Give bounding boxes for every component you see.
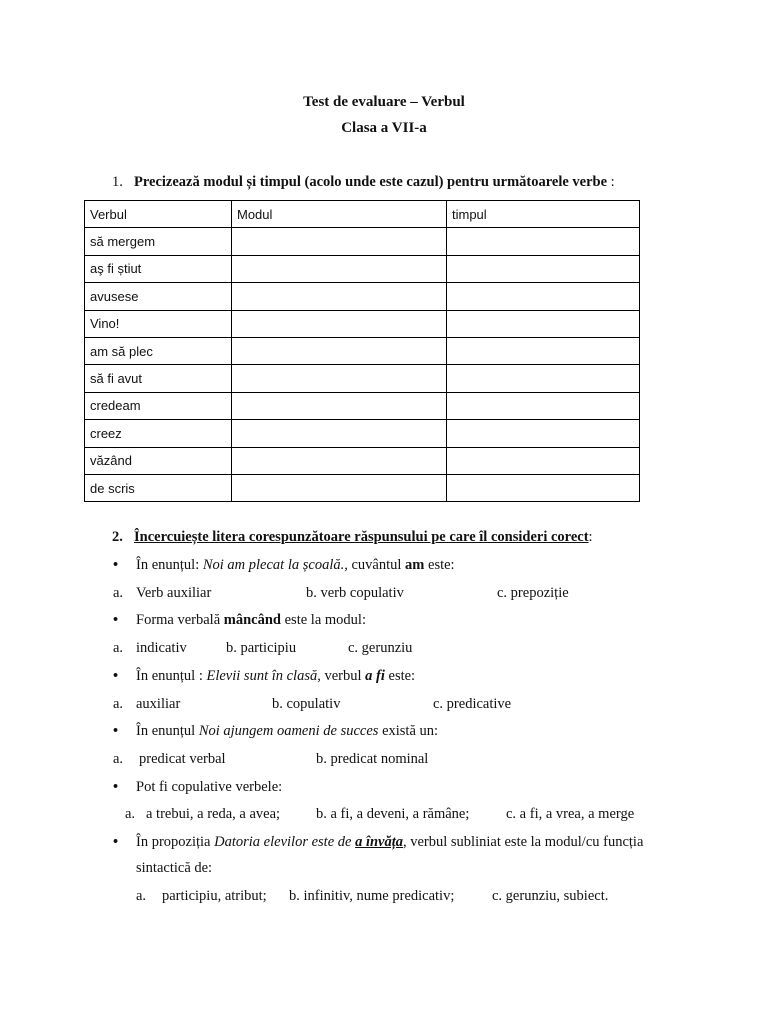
question-2-colon: :	[588, 529, 593, 545]
item-3-option-b[interactable]: b. copulativ	[272, 696, 341, 712]
item-5-option-c[interactable]: c. a fi, a vrea, a merge	[506, 806, 635, 822]
item-2-option-c[interactable]: c. gerunziu	[348, 640, 413, 656]
modul-cell[interactable]	[232, 365, 447, 392]
modul-cell[interactable]	[232, 474, 447, 501]
table-row	[85, 447, 640, 474]
table-row	[85, 283, 640, 310]
table-row	[85, 255, 640, 282]
table-row	[85, 365, 640, 392]
question-2	[112, 529, 593, 546]
table-row	[85, 337, 640, 364]
item-4-option-b[interactable]: b. predicat nominal	[316, 751, 429, 767]
verb-cell: avusese	[85, 283, 232, 310]
verb-cell: să mergem	[85, 228, 232, 255]
item-2-prompt: Forma verbală mâncând este la modul:	[136, 612, 366, 628]
verb-cell: văzând	[85, 447, 232, 474]
question-1-number: 1.	[112, 174, 123, 190]
verb-cell: de scris	[85, 474, 232, 501]
bullet-icon: •	[113, 612, 119, 628]
table-row	[85, 228, 640, 255]
item-6-prompt-line2: sintactică de:	[136, 860, 213, 876]
item-2-option-a[interactable]: indicativ	[136, 640, 187, 656]
bullet-icon: •	[113, 834, 119, 850]
verb-cell: aş fi știut	[85, 255, 232, 282]
modul-cell[interactable]	[232, 228, 447, 255]
item-6-prompt: În propoziția Datoria elevilor este de a învăța, verbul subliniat este la modul/cu funcția	[136, 834, 644, 850]
option-letter-a[interactable]: a.	[125, 806, 136, 822]
modul-cell[interactable]	[232, 283, 447, 310]
modul-cell[interactable]	[232, 255, 447, 282]
timpul-cell[interactable]	[447, 420, 640, 447]
item-3-option-c[interactable]: c. predicative	[433, 696, 512, 712]
item-5-option-b[interactable]: b. a fi, a deveni, a rămâne;	[316, 806, 470, 822]
table-row	[85, 420, 640, 447]
timpul-cell[interactable]	[447, 474, 640, 501]
verb-cell: creez	[85, 420, 232, 447]
verb-table-header	[85, 201, 640, 228]
item-6-option-a[interactable]: participiu, atribut;	[162, 888, 267, 904]
timpul-cell[interactable]	[447, 255, 640, 282]
question-2-text: Încercuiește litera corespunzătoare răspunsului pe care îl consideri corect	[134, 529, 589, 545]
timpul-cell[interactable]	[447, 392, 640, 419]
bullet-icon: •	[113, 723, 119, 739]
item-6-option-c[interactable]: c. gerunziu, subiect.	[492, 888, 609, 904]
option-letter-a[interactable]: a.	[113, 751, 124, 767]
item-3-prompt: În enunțul : Elevii sunt în clasă, verbul a fi este:	[136, 668, 416, 684]
option-letter-a[interactable]: a.	[136, 888, 147, 904]
verb-cell: am să plec	[85, 337, 232, 364]
timpul-cell[interactable]	[447, 337, 640, 364]
bullet-icon: •	[113, 668, 119, 684]
modul-cell[interactable]	[232, 337, 447, 364]
item-3-option-a[interactable]: auxiliar	[136, 696, 181, 712]
timpul-cell[interactable]	[447, 447, 640, 474]
verb-cell: credeam	[85, 392, 232, 419]
item-4-prompt: În enunțul Noi ajungem oameni de succes există un:	[136, 723, 439, 739]
item-6-option-b[interactable]: b. infinitiv, nume predicativ;	[289, 888, 455, 904]
header-modul: Modul	[232, 201, 447, 228]
item-1-option-a[interactable]: Verb auxiliar	[136, 585, 212, 601]
timpul-cell[interactable]	[447, 228, 640, 255]
verb-table	[84, 200, 640, 502]
item-1-option-b[interactable]: b. verb copulativ	[306, 585, 404, 601]
timpul-cell[interactable]	[447, 365, 640, 392]
question-1-text: Precizează modul și timpul (acolo unde este cazul) pentru următoarele verbe	[134, 174, 608, 190]
option-letter-a[interactable]: a.	[113, 585, 124, 601]
timpul-cell[interactable]	[447, 310, 640, 337]
table-row	[85, 392, 640, 419]
item-2-option-b[interactable]: b. participiu	[226, 640, 297, 656]
verb-cell: Vino!	[85, 310, 232, 337]
question-1	[112, 174, 615, 191]
modul-cell[interactable]	[232, 392, 447, 419]
option-letter-a[interactable]: a.	[113, 640, 124, 656]
table-row	[85, 310, 640, 337]
item-5-prompt: Pot fi copulative verbele:	[136, 779, 283, 795]
bullet-icon: •	[113, 557, 119, 573]
modul-cell[interactable]	[232, 420, 447, 447]
modul-cell[interactable]	[232, 447, 447, 474]
verb-cell: să fi avut	[85, 365, 232, 392]
header-verbul: Verbul	[85, 201, 232, 228]
page-title: Test de evaluare – Verbul	[303, 94, 465, 110]
option-letter-a[interactable]: a.	[113, 696, 124, 712]
bullet-icon: •	[113, 779, 119, 795]
item-5-option-a[interactable]: a trebui, a reda, a avea;	[146, 806, 281, 822]
timpul-cell[interactable]	[447, 283, 640, 310]
item-1-option-c[interactable]: c. prepoziție	[497, 585, 569, 601]
item-4-option-a[interactable]: predicat verbal	[139, 751, 226, 767]
item-1-prompt: În enunțul: Noi am plecat la școală., cuvântul am este:	[136, 557, 455, 573]
table-row	[85, 474, 640, 501]
question-1-colon: :	[607, 174, 615, 190]
modul-cell[interactable]	[232, 310, 447, 337]
page-subtitle: Clasa a VII-a	[341, 120, 427, 136]
question-2-number: 2.	[112, 529, 123, 545]
header-timpul: timpul	[447, 201, 640, 228]
